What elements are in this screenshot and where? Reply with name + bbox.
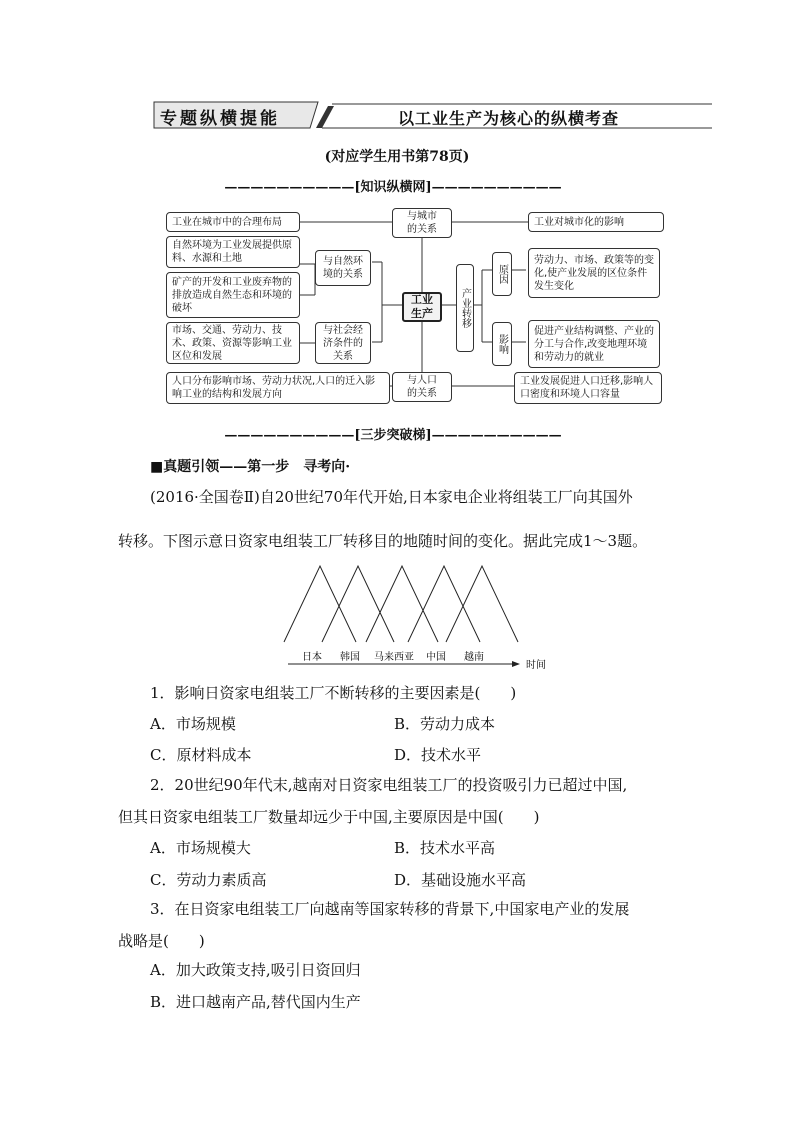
q2-option-d: D．基础设施水平高 <box>394 871 527 889</box>
category-label-1: 韩国 <box>340 652 360 663</box>
transfer-chart <box>280 560 550 672</box>
q1-option-b: B．劳动力成本 <box>394 715 496 733</box>
effect-box: 影响 <box>492 322 512 366</box>
divider-knowledge: ——————————[知识纵横网]—————————— <box>224 180 562 195</box>
time-axis-arrow <box>512 661 520 667</box>
axis-label-time: 时间 <box>526 660 546 671</box>
q3-stem-line-2: 战略是( ) <box>118 932 205 950</box>
q2-option-a: A．市场规模大 <box>150 839 251 857</box>
population-right-box: 工业发展促进人口迁移,影响人口密度和环境人口容量 <box>514 372 662 404</box>
city-left-box: 工业在城市中的合理布局 <box>166 212 300 232</box>
section-heading: ■真题引领——第一步 寻考向· <box>150 459 351 475</box>
city-relation-box: 与城市 的关系 <box>392 208 452 238</box>
core-industrial-production: 工业 生产 <box>402 292 442 322</box>
subtitle: (对应学生用书第78页) <box>324 149 470 165</box>
header-tag: 专题纵横提能 <box>160 109 280 129</box>
intro-line-1: (2016·全国卷Ⅱ)自20世纪70年代开始,日本家电企业将组装工厂向其国外 <box>150 488 633 506</box>
reason-box: 原因 <box>492 252 512 296</box>
socio-box: 市场、交通、劳动力、技术、政策、资源等影响工业区位和发展 <box>166 322 300 364</box>
q1-stem: 1．影响日资家电组装工厂不断转移的主要因素是( ) <box>150 684 517 702</box>
q1-option-c: C．原材料成本 <box>150 746 252 764</box>
divider-steps: ——————————[三步突破梯]—————————— <box>224 428 562 443</box>
peak-0 <box>284 566 356 642</box>
category-label-4: 越南 <box>464 652 484 663</box>
category-label-3: 中国 <box>426 652 446 663</box>
population-left-box: 人口分布影响市场、劳动力状况,人口的迁入影响工业的结构和发展方向 <box>166 372 390 404</box>
q3-stem-line-1: 3．在日资家电组装工厂向越南等国家转移的背景下,中国家电产业的发展 <box>150 900 630 918</box>
nature-box-1: 自然环境为工业发展提供原料、水源和土地 <box>166 236 300 268</box>
q2-option-c: C．劳动力素质高 <box>150 871 267 889</box>
category-label-0: 日本 <box>302 652 322 663</box>
q3-option-a: A．加大政策支持,吸引日资回归 <box>150 961 361 979</box>
peak-1 <box>322 566 394 642</box>
peak-2 <box>366 566 438 642</box>
nature-box-2: 矿产的开发和工业废弃物的排放造成自然生态和环境的破坏 <box>166 272 300 318</box>
peak-3 <box>408 566 480 642</box>
q1-option-a: A．市场规模 <box>150 715 236 733</box>
q2-stem-line-2: 但其日资家电组装工厂数量却远少于中国,主要原因是中国( ) <box>118 808 540 826</box>
nature-relation-box: 与自然环 境的关系 <box>315 250 371 286</box>
header-title: 以工业生产为核心的纵横考查 <box>398 109 620 128</box>
industry-transfer-box: 产业转移 <box>456 264 474 352</box>
q3-option-b: B．进口越南产品,替代国内生产 <box>150 993 361 1011</box>
intro-line-2: 转移。下图示意日资家电组装工厂转移目的地随时间的变化。据此完成1～3题。 <box>118 532 648 550</box>
q1-option-d: D．技术水平 <box>394 746 482 764</box>
peak-4 <box>446 566 518 642</box>
socio-relation-box: 与社会经 济条件的 关系 <box>315 322 371 364</box>
q2-option-b: B．技术水平高 <box>394 839 496 857</box>
q2-stem-line-1: 2．20世纪90年代末,越南对日资家电组装工厂的投资吸引力已超过中国, <box>150 776 628 794</box>
effect-text-box: 促进产业结构调整、产业的分工与合作,改变地理环境和劳动力的就业 <box>528 320 660 368</box>
population-relation-box: 与人口 的关系 <box>392 372 452 402</box>
category-label-2: 马来西亚 <box>374 652 414 663</box>
reason-text-box: 劳动力、市场、政策等的变化,使产业发展的区位条件发生变化 <box>528 248 660 298</box>
city-right-box: 工业对城市化的影响 <box>528 212 664 232</box>
